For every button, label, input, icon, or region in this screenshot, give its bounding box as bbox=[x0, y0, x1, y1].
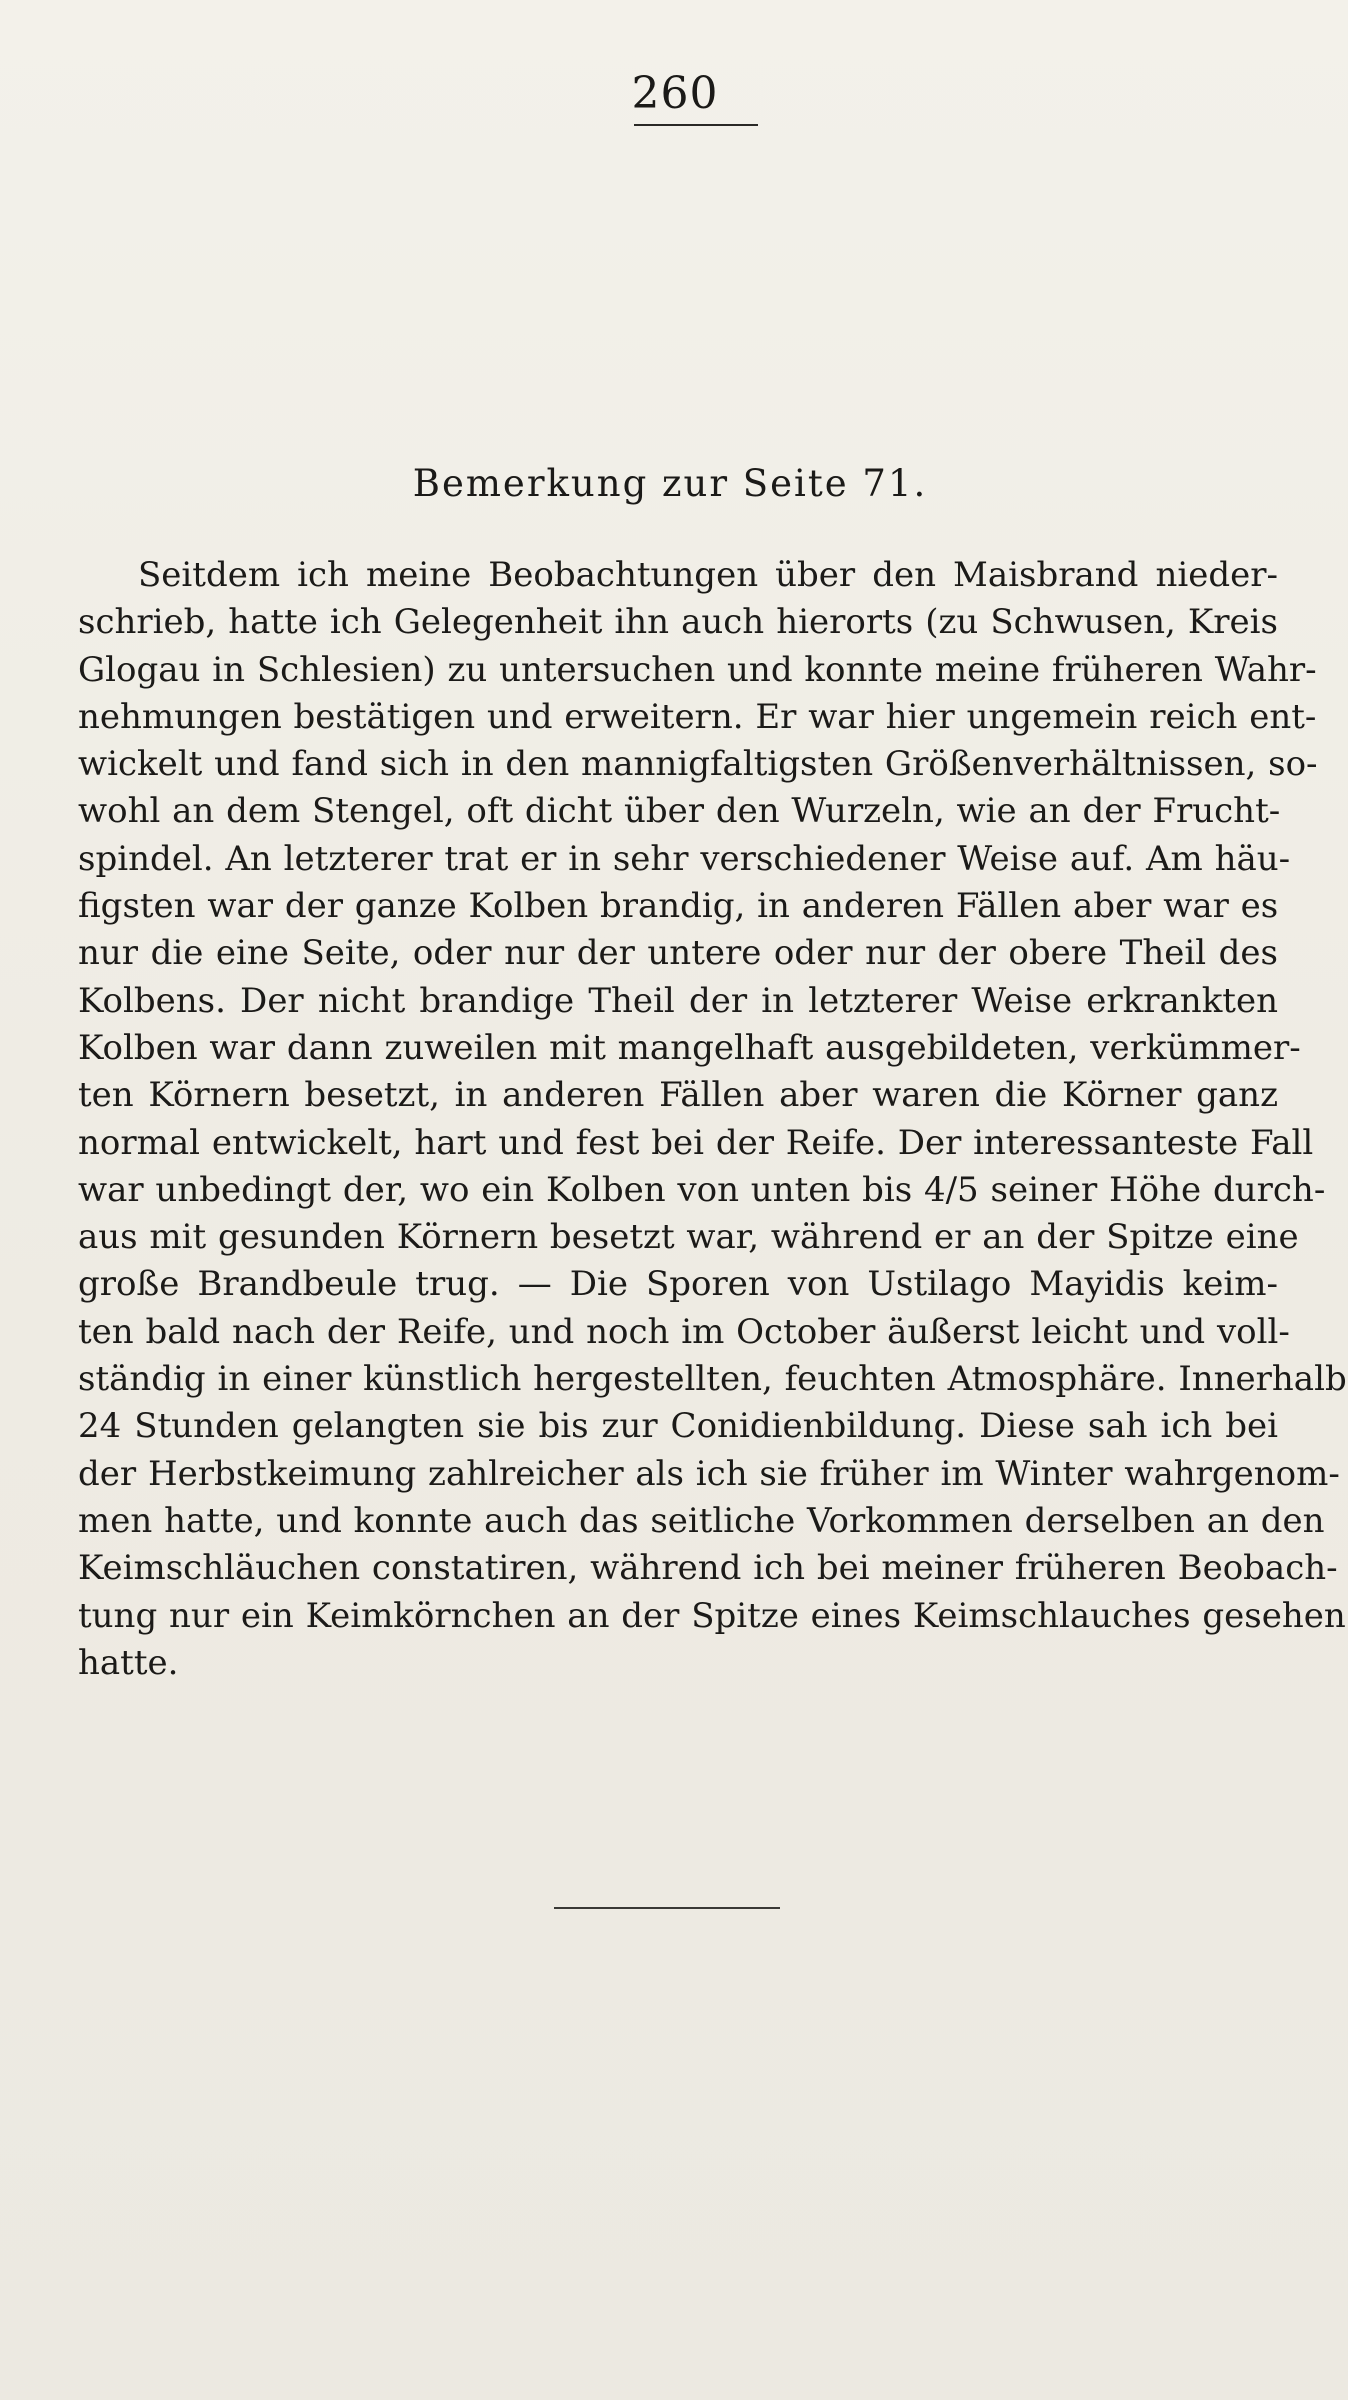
text-line: wohl an dem Stengel, oft dicht über den Wurzeln, wie an der Frucht- bbox=[78, 791, 1281, 832]
page-number: 260 bbox=[631, 68, 719, 119]
text-line: nehmungen bestätigen und erweitern. Er war hier ungemein reich ent- bbox=[78, 696, 1317, 737]
body-paragraph bbox=[78, 552, 1347, 1687]
text-line: ten Körnern besetzt, in anderen Fällen aber waren die Körner ganz bbox=[78, 1075, 1278, 1116]
text-line: figsten war der ganze Kolben brandig, in anderen Fällen aber war es bbox=[78, 886, 1279, 927]
text-line: Seitdem ich meine Beobachtungen über den Maisbrand nieder- bbox=[138, 555, 1278, 595]
section-end-rule bbox=[554, 1907, 780, 1909]
text-line: der Herbstkeimung zahlreicher als ich sie früher im Winter wahrgenom- bbox=[78, 1453, 1340, 1494]
text-line: Kolben war dann zuweilen mit mangelhaft ausgebildeten, verkümmer- bbox=[78, 1027, 1301, 1068]
text-line: wickelt und fand sich in den mannigfaltigsten Größenverhältnissen, so- bbox=[78, 744, 1318, 785]
text-line: nur die eine Seite, oder nur der untere oder nur der obere Theil des bbox=[78, 933, 1278, 974]
text-line: schrieb, hatte ich Gelegenheit ihn auch hierorts (zu Schwusen, Kreis bbox=[78, 602, 1278, 643]
text-line: Kolbens. Der nicht brandige Theil der in letzterer Weise erkrankten bbox=[78, 980, 1278, 1021]
text-line: große Brandbeule trug. — Die Sporen von Ustilago Mayidis keim- bbox=[78, 1264, 1278, 1305]
text-line: aus mit gesunden Körnern besetzt war, während er an der Spitze eine bbox=[78, 1217, 1299, 1258]
text-line: ten bald nach der Reife, und noch im October äußerst leicht und voll- bbox=[78, 1311, 1290, 1352]
text-line: ständig in einer künstlich hergestellten, feuchten Atmosphäre. Innerhalb bbox=[78, 1359, 1347, 1400]
text-line: war unbedingt der, wo ein Kolben von unten bis 4/5 seiner Höhe durch- bbox=[78, 1169, 1326, 1210]
text-line: Glogau in Schlesien) zu untersuchen und konnte meine früheren Wahr- bbox=[78, 649, 1317, 690]
page-number-rule bbox=[634, 124, 758, 126]
text-line: men hatte, und konnte auch das seitliche Vorkommen derselben an den bbox=[78, 1500, 1325, 1541]
text-line: 24 Stunden gelangten sie bis zur Conidienbildung. Diese sah ich bei bbox=[78, 1406, 1278, 1447]
text-line: Keimschläuchen constatiren, während ich bei meiner früheren Beobach- bbox=[78, 1548, 1338, 1589]
text-line: spindel. An letzterer trat er in sehr verschiedener Weise auf. Am häu- bbox=[78, 838, 1291, 879]
text-line: tung nur ein Keimkörnchen an der Spitze eines Keimschlauches gesehen bbox=[78, 1595, 1346, 1636]
text-line: normal entwickelt, hart und fest bei der Reife. Der interessanteste Fall bbox=[78, 1122, 1314, 1163]
text-line: hatte. bbox=[78, 1642, 179, 1683]
section-title: Bemerkung zur Seite 71. bbox=[412, 462, 928, 505]
